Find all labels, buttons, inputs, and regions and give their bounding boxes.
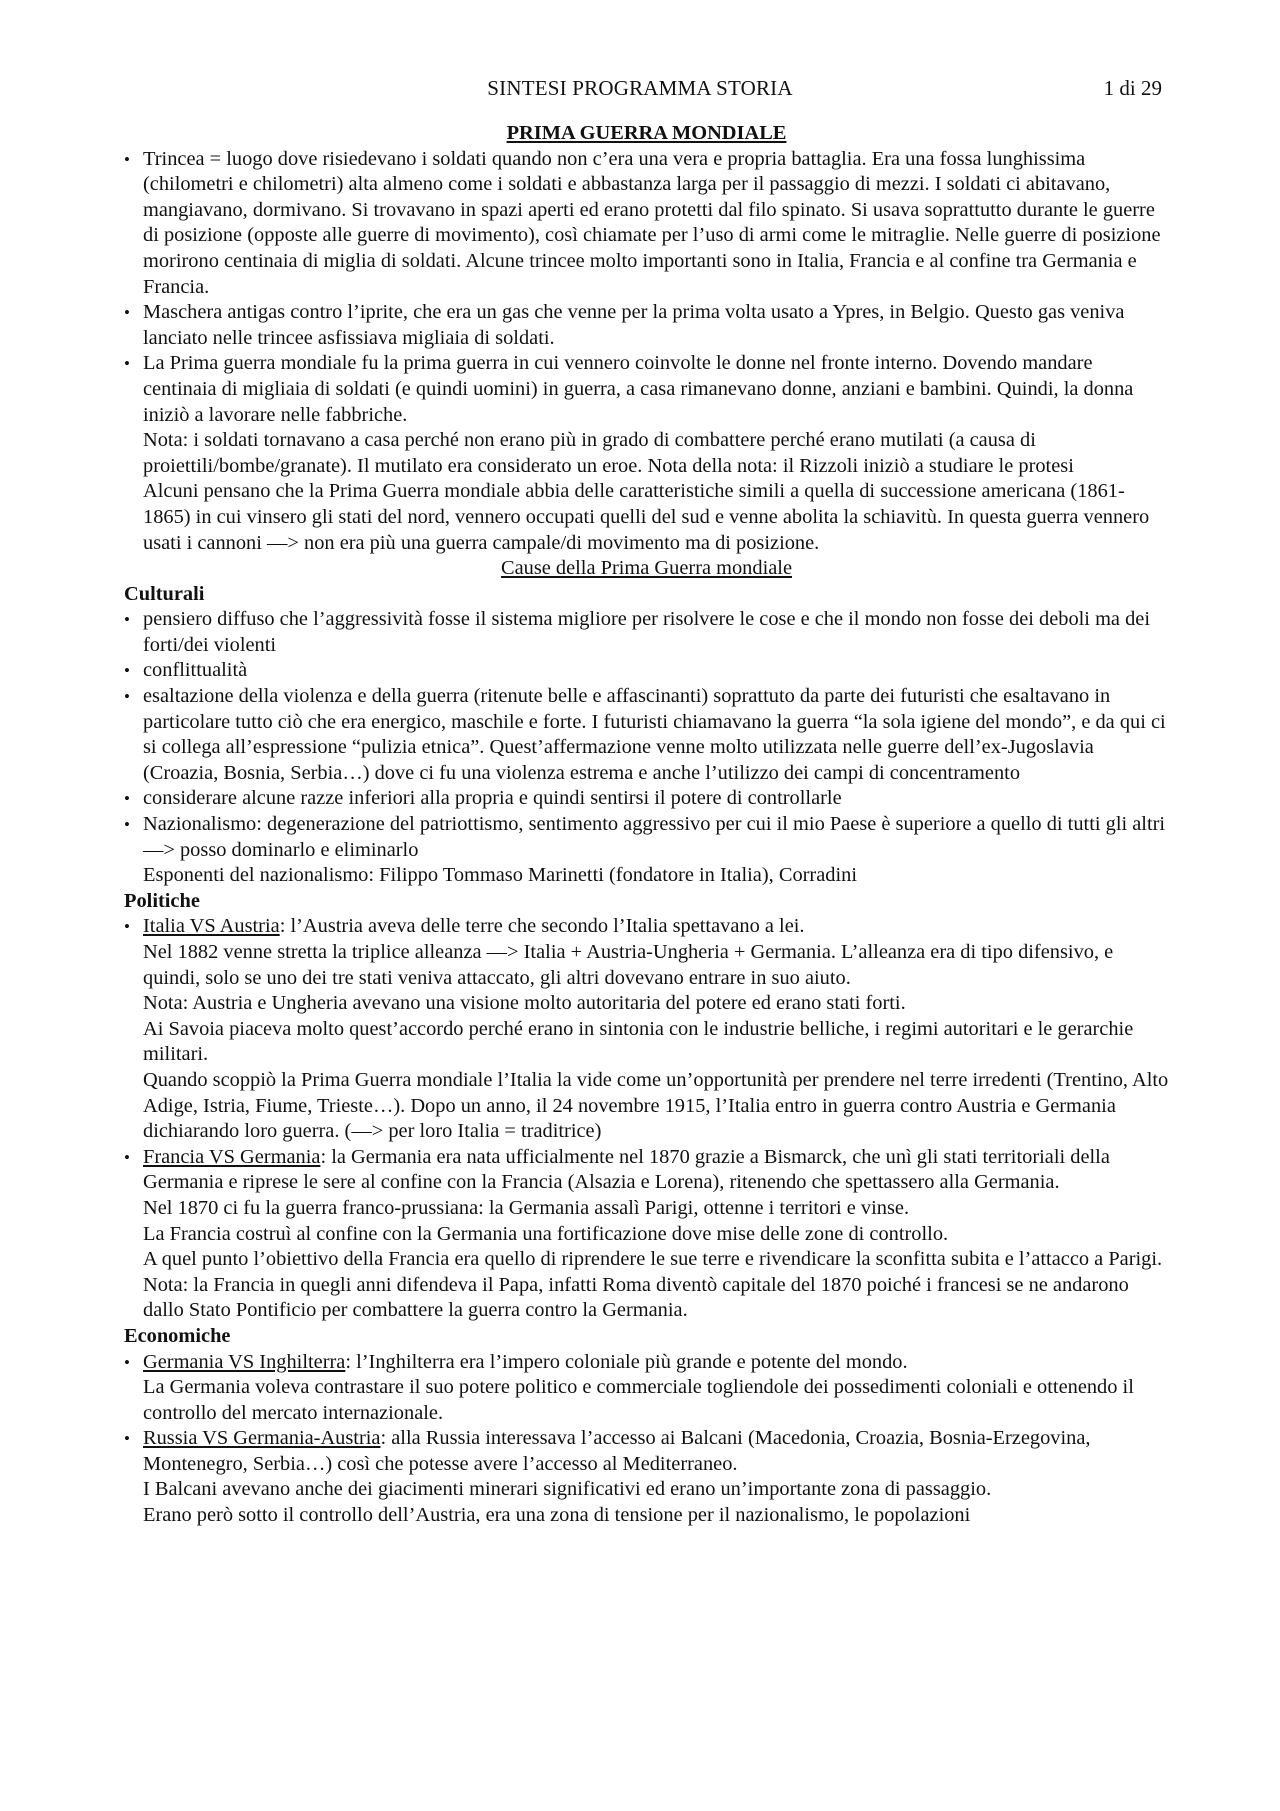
list-item [124, 914, 1169, 1144]
running-header-title: SINTESI PROGRAMMA STORIA [487, 76, 793, 100]
underlined-lead: Italia VS Austria [143, 915, 280, 938]
paragraph: • conflittualità [143, 659, 248, 682]
paragraph [143, 1350, 1169, 1376]
paragraph: Erano però sotto il controllo dell’Austria, era una zona di tensione per il nazionalismo, le popolazioni [143, 1504, 971, 1527]
list-item [124, 786, 1169, 812]
paragraph: • esaltazione della violenza e della guerra (ritenute belle e affascinanti) soprattuto da parte dei futuristi che esaltavano in particolare tutto ciò che era energico, maschile e forte. I futuristi chiamavano la guerra “la sola igiene del mondo”, e da qui ci si collega all’espressione “pulizia etnica”. Quest’affermazione venne molto utilizzata nelle guerre dell’ex-Jugoslavia (Croazia, Bosnia, Serbia…) dove ci fu una violenza estrema e anche l’utilizzo dei campi di concentramento [143, 685, 1166, 784]
list-item [124, 300, 1169, 351]
list-item [124, 1145, 1169, 1324]
underlined-lead: Germania VS Inghilterra [143, 1350, 346, 1373]
paragraph: • La Prima guerra mondiale fu la prima guerra in cui vennero coinvolte le donne nel fronte interno. Dovendo mandare centinaia di migliaia di soldati (e quindi uomini) in guerra, a casa rimanevano donne, anziani e bambini. Quindi, la donna iniziò a lavorare nelle fabbriche. [143, 352, 1134, 426]
paragraph: Alcuni pensano che la Prima Guerra mondiale abbia delle caratteristiche simili a quella di successione americana (1861-1865) in cui vinsero gli stati del nord, vennero occupati quelli del sud e venne abolita la schiavitù. In questa guerra vennero usati i cannoni —> non era più una guerra campale/di movimento ma di posizione. [143, 480, 1150, 554]
paragraph: A quel punto l’obiettivo della Francia era quello di riprendere le sue terre e rivendicare la sconfitta subita e l’attacco a Parigi. [143, 1248, 1163, 1271]
underlined-lead: Russia VS Germania-Austria [143, 1427, 381, 1450]
list-item [124, 812, 1169, 889]
lead-text: : la Germania era nata ufficialmente nel 1870 grazie a Bismarck, che unì gli stati territoriali della Germania e riprese le sere al confine con la Francia (Alsazia e Lorena), ritenendo che spettassero alla Germania. [143, 1145, 1110, 1194]
intro-list [124, 147, 1169, 557]
paragraph: Quando scoppiò la Prima Guerra mondiale l’Italia la vide come un’opportunità per prendere nel terre irredenti (Trentino, Alto Adige, Istria, Fiume, Trieste…). Dopo un anno, il 24 novembre 1915, l’Italia entro in guerra contro Austria e Germania dichiarando loro guerra. (—> per loro Italia = traditrice) [143, 1068, 1169, 1143]
paragraph: • Nazionalismo: degenerazione del patriottismo, sentimento aggressivo per cui il mio Paese è superiore a quello di tutti gli altri —> posso dominarlo e eliminarlo [143, 813, 1166, 861]
politiche-list [124, 914, 1169, 1324]
document-title: PRIMA GUERRA MONDIALE [506, 122, 787, 144]
list-item [124, 147, 1169, 301]
paragraph: La Germania voleva contrastare il suo potere politico e commerciale togliendole dei possedimenti coloniali e ottenendo il controllo del mercato internazionale. [143, 1376, 1134, 1424]
list-item [124, 684, 1169, 786]
paragraph [143, 1145, 1169, 1196]
paragraph: La Francia costruì al confine con la Germania una fortificazione dove mise delle zone di controllo. [143, 1222, 949, 1245]
culturali-list [124, 607, 1169, 889]
paragraph: • Maschera antigas contro l’iprite, che era un gas che venne per la prima volta usato a Ypres, in Belgio. Questo gas veniva lanciato nelle trincee asfissiava migliaia di soldati. [143, 301, 1125, 349]
lead-text: : alla Russia interessava l’accesso ai Balcani (Macedonia, Croazia, Bosnia-Erzegovina, Montenegro, Serbia…) così che potesse avere l’accesso al Mediterraneo. [143, 1427, 1091, 1475]
list-item [124, 351, 1169, 556]
lead-text: : l’Inghilterra era l’impero coloniale più grande e potente del mondo. [345, 1350, 908, 1373]
document-body [124, 121, 1169, 1529]
paragraph [143, 1426, 1169, 1477]
underlined-lead: Francia VS Germania [143, 1145, 321, 1168]
section-heading-economiche: Economiche [124, 1324, 231, 1347]
paragraph: Ai Savoia piaceva molto quest’accordo perché erano in sintonia con le industrie belliche, i regimi autoritari e le gerarchie militari. [143, 1017, 1134, 1066]
list-item [124, 658, 1169, 684]
section-heading-politiche: Politiche [124, 889, 200, 912]
list-item [124, 607, 1169, 658]
paragraph: • considerare alcune razze inferiori alla propria e quindi sentirsi il potere di controllarle [143, 787, 842, 810]
causes-subtitle: Cause della Prima Guerra mondiale [500, 557, 793, 580]
note-paragraph: Nota: i soldati tornavano a casa perché non erano più in grado di combattere perché erano mutilati (a causa di proiettili/bombe/granate). Il mutilato era considerato un eroe. Nota della nota: il Rizzoli iniziò a studiare le protesi [143, 429, 1074, 477]
paragraph: • pensiero diffuso che l’aggressività fosse il sistema migliore per risolvere le cose e che il mondo non fosse dei deboli ma dei forti/dei violenti [143, 608, 1150, 656]
paragraph: Nel 1870 ci fu la guerra franco-prussiana: la Germania assalì Parigi, ottenne i territori e vinse. [143, 1196, 910, 1219]
paragraph: Nota: Austria e Ungheria avevano una visione molto autoritaria del potere ed erano stati forti. [143, 992, 906, 1015]
page-number: 1 di 29 [1103, 76, 1162, 100]
paragraph: • Trincea = luogo dove risiedevano i soldati quando non c’era una vera e propria battaglia. Era una fossa lunghissima (chilometri e chilometri) alta almeno come i soldati e abbastanza larga per il passaggio di mezzi. I soldati ci abitavano, mangiavano, dormivano. Si trovavano in spazi aperti ed erano protetti dal filo spinato. Si usava soprattutto durante le guerre di posizione (opposte alle guerre di movimento), così chiamate per l’uso di armi come le mitraglie. Nelle guerre di posizione morirono centinaia di miglia di soldati. Alcune trincee molto importanti sono in Italia, Francia e al confine tra Germania e Francia. [143, 147, 1161, 298]
paragraph: Nota: la Francia in quegli anni difendeva il Papa, infatti Roma diventò capitale del 1870 poiché i francesi se ne andarono dallo Stato Pontificio per combattere la guerra contro la Germania. [143, 1273, 1129, 1322]
paragraph: Esponenti del nazionalismo: Filippo Tommaso Marinetti (fondatore in Italia), Corradini [143, 864, 857, 887]
economiche-list [124, 1350, 1169, 1529]
paragraph: I Balcani avevano anche dei giacimenti minerari significativi ed erano un’importante zona di passaggio. [143, 1478, 992, 1501]
paragraph [143, 914, 1169, 940]
lead-text: : l’Austria aveva delle terre che secondo l’Italia spettavano a lei. [279, 915, 805, 938]
section-heading-culturali: Culturali [124, 582, 205, 605]
list-item [124, 1426, 1169, 1528]
paragraph: Nel 1882 venne stretta la triplice alleanza —> Italia + Austria-Ungheria + Germania. L’alleanza era di tipo difensivo, e quindi, solo se uno dei tre stati veniva attaccato, gli altri dovevano entrare in suo aiuto. [143, 941, 1114, 989]
list-item [124, 1350, 1169, 1427]
